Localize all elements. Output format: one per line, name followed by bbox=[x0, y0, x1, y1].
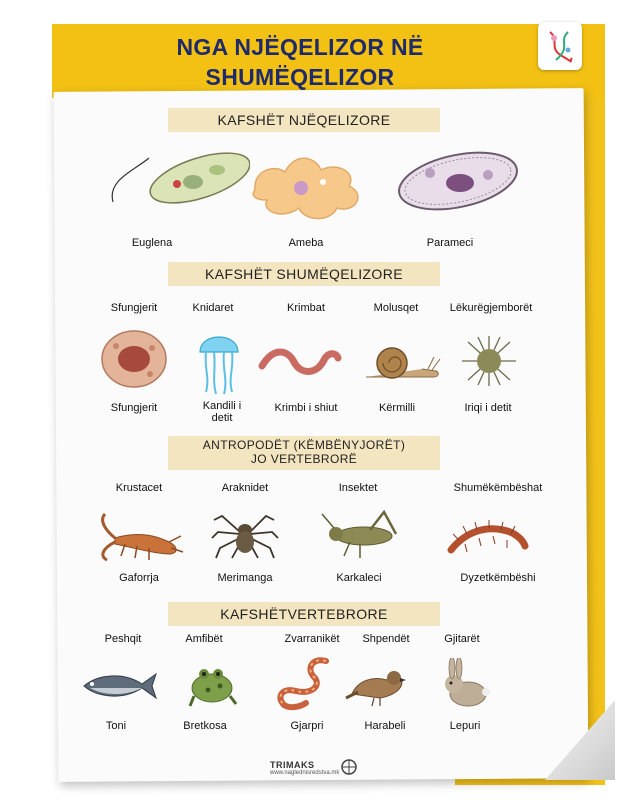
example-centipede: Dyzetkëmbëshi bbox=[460, 572, 536, 584]
publisher-logo-icon bbox=[340, 758, 358, 776]
group-fish: Peshqit bbox=[104, 633, 142, 645]
group-crustaceans: Krustacet bbox=[115, 482, 163, 494]
centipede-illustration bbox=[445, 512, 530, 557]
frog-illustration bbox=[188, 660, 238, 710]
group-mammals: Gjitarët bbox=[444, 633, 480, 645]
spider-illustration bbox=[210, 508, 280, 563]
group-myriapods: Shumëkëmbëshat bbox=[453, 482, 543, 494]
label-amoeba: Ameba bbox=[288, 237, 324, 249]
page-title bbox=[120, 32, 480, 92]
tuna-illustration bbox=[80, 668, 160, 704]
group-worms: Krimbat bbox=[287, 302, 325, 314]
example-frog: Bretkosa bbox=[183, 720, 227, 732]
snake-illustration bbox=[272, 655, 332, 713]
earthworm-illustration bbox=[258, 340, 342, 380]
rabbit-illustration bbox=[440, 658, 490, 710]
example-spider: Merimanga bbox=[217, 572, 273, 584]
euglena-illustration bbox=[105, 140, 250, 215]
group-molluscs: Molusqet bbox=[373, 302, 419, 314]
sparrow-illustration bbox=[344, 660, 406, 708]
sea-urchin-illustration bbox=[458, 334, 520, 388]
group-amphibians: Amfibët bbox=[185, 633, 223, 645]
cell-logo-icon bbox=[538, 22, 582, 70]
snail-illustration bbox=[362, 343, 442, 383]
example-sea-urchin: Iriqi i detit bbox=[464, 402, 512, 414]
example-snake: Gjarpri bbox=[290, 720, 324, 732]
example-jellyfish: Kandili i detit bbox=[202, 400, 242, 424]
group-insects: Insektet bbox=[338, 482, 378, 494]
group-cnidarians: Knidaret bbox=[192, 302, 234, 314]
example-earthworm: Krimbi i shiut bbox=[274, 402, 338, 414]
grasshopper-illustration bbox=[320, 508, 405, 563]
title-line-1: NGA NJËQELIZOR NË bbox=[176, 34, 424, 60]
arthropods-heading-line-2: JO VERTEBRORË bbox=[250, 452, 358, 466]
footer bbox=[270, 760, 390, 776]
example-crab: Gaforrja bbox=[119, 572, 159, 584]
group-arachnids: Araknidet bbox=[221, 482, 269, 494]
example-grasshopper: Karkaleci bbox=[336, 572, 382, 584]
jellyfish-illustration bbox=[196, 328, 242, 396]
amoeba-illustration bbox=[245, 150, 375, 225]
section-vertebrates-heading: KAFSHËTVERTEBRORE bbox=[168, 602, 440, 626]
group-sponges: Sfungjerit bbox=[110, 302, 158, 314]
label-euglena: Euglena bbox=[131, 237, 173, 249]
example-rabbit: Lepuri bbox=[449, 720, 481, 732]
group-birds: Shpendët bbox=[362, 633, 410, 645]
label-paramecium: Parameci bbox=[426, 237, 474, 249]
example-sponge: Sfungjerit bbox=[110, 402, 158, 414]
logo-badge bbox=[538, 22, 582, 70]
example-sparrow: Harabeli bbox=[364, 720, 406, 732]
section-unicellular-heading: KAFSHËT NJËQELIZORE bbox=[168, 108, 440, 132]
section-multicellular-heading: KAFSHËT SHUMËQELIZORE bbox=[168, 262, 440, 286]
group-echinoderms: Lëkurëgjemborët bbox=[449, 302, 533, 314]
crayfish-illustration bbox=[95, 508, 185, 563]
example-tuna: Toni bbox=[105, 720, 127, 732]
publisher-name: TRIMAKS bbox=[270, 760, 315, 770]
arthropods-heading-line-1: ANTROPODËT (KËMBËNYJORËT) bbox=[202, 438, 406, 452]
section-arthropods-heading bbox=[168, 436, 440, 470]
paramecium-illustration bbox=[390, 145, 525, 220]
title-line-2: SHUMËQELIZOR bbox=[205, 64, 395, 90]
publisher-url[interactable]: www.naglednisredstva.mk bbox=[270, 770, 340, 776]
sponge-illustration bbox=[98, 328, 170, 390]
example-snail: Kërmilli bbox=[378, 402, 416, 414]
group-reptiles: Zvarranikët bbox=[284, 633, 340, 645]
